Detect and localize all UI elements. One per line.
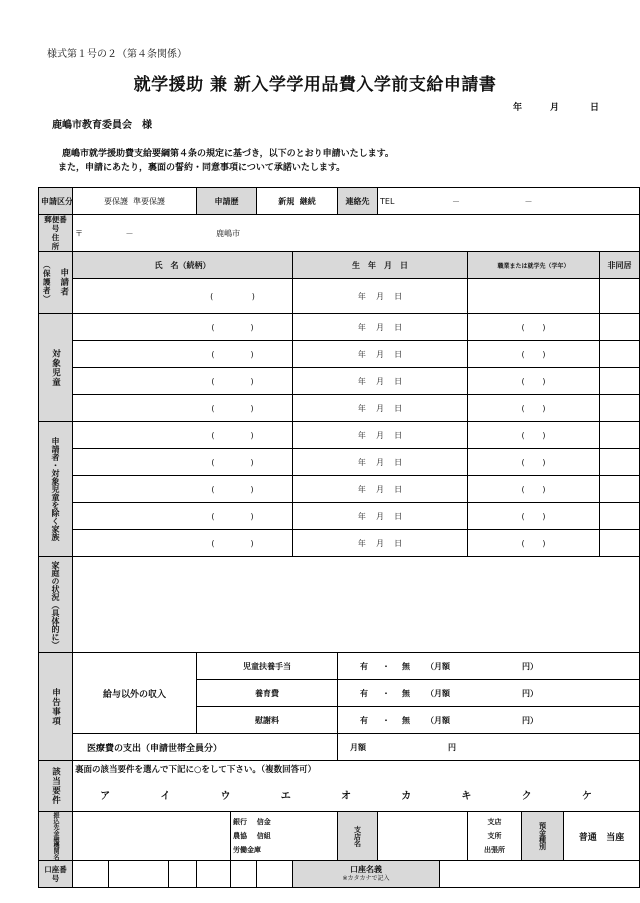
- family-row[interactable]: [39, 503, 640, 530]
- option-junyohogo[interactable]: 準要保護: [133, 196, 166, 206]
- separate-cell[interactable]: [600, 476, 640, 503]
- eligibility-field[interactable]: [73, 761, 640, 812]
- account-digit[interactable]: [109, 861, 169, 888]
- separate-cell[interactable]: [600, 279, 640, 314]
- name-cell[interactable]: ( ): [73, 503, 293, 530]
- date-day-label: 日: [590, 103, 600, 113]
- form-number: 様式第１号の２（第４条関係）: [47, 49, 187, 60]
- declaration-item-value[interactable]: 有 ・ 無 （月額 円）: [338, 680, 640, 707]
- occupation-cell[interactable]: ( ): [468, 503, 600, 530]
- occupation-cell[interactable]: ( ): [468, 314, 600, 341]
- separate-cell[interactable]: [600, 449, 640, 476]
- eligibility-side-label: 該当要件: [39, 761, 73, 812]
- family-row[interactable]: [39, 530, 640, 557]
- contact-tel-field[interactable]: [378, 188, 640, 215]
- eligibility-option-o[interactable]: オ: [340, 791, 351, 802]
- account-digit[interactable]: [197, 861, 231, 888]
- application-category-options[interactable]: [73, 188, 197, 215]
- dob-cell[interactable]: 年 月 日: [293, 279, 468, 314]
- separate-cell[interactable]: [600, 368, 640, 395]
- bank-side-label: 振込先金融機関名: [39, 812, 73, 861]
- family-row[interactable]: [39, 422, 640, 449]
- child-row[interactable]: [39, 341, 640, 368]
- eligibility-option-ki[interactable]: キ: [461, 791, 472, 802]
- household-side-label: 家庭の状況（具体的に）: [39, 557, 73, 653]
- eligibility-option-a[interactable]: ア: [100, 791, 111, 802]
- occupation-cell[interactable]: ( ): [468, 530, 600, 557]
- occupation-column-header: 職業または就学先（学年）: [468, 252, 600, 279]
- deposit-touza[interactable]: 当座: [606, 832, 625, 843]
- account-holder-field[interactable]: [440, 861, 640, 888]
- name-cell[interactable]: ( ): [73, 449, 293, 476]
- date-year-label: 年: [513, 103, 523, 113]
- eligibility-option-ku[interactable]: ク: [521, 791, 532, 802]
- application-history-options[interactable]: [257, 188, 338, 215]
- name-column-header: 氏 名（続柄）: [73, 252, 293, 279]
- tel-label: TEL: [380, 196, 395, 206]
- child-row[interactable]: [39, 314, 640, 341]
- dob-cell[interactable]: 年 月 日: [293, 476, 468, 503]
- city-name: 鹿嶋市: [216, 228, 241, 238]
- declaration-item-value[interactable]: 有 ・ 無 （月額 円）: [338, 707, 640, 734]
- application-form-table: [38, 187, 640, 888]
- name-cell[interactable]: ( ): [73, 395, 293, 422]
- eligibility-option-ka[interactable]: カ: [401, 791, 412, 802]
- bank-type-options[interactable]: 銀行 信金 農協 信組 労働金庫: [231, 812, 338, 861]
- dob-cell[interactable]: 年 月 日: [293, 395, 468, 422]
- medical-expense-value[interactable]: 月額 円: [338, 734, 640, 761]
- non-salary-income-label: 給与以外の収入: [73, 653, 197, 734]
- name-cell[interactable]: ( ): [73, 314, 293, 341]
- name-cell[interactable]: ( ): [73, 476, 293, 503]
- eligibility-option-u[interactable]: ウ: [220, 791, 231, 802]
- eligibility-option-i[interactable]: イ: [160, 791, 171, 802]
- dob-cell[interactable]: 年 月 日: [293, 449, 468, 476]
- occupation-cell[interactable]: ( ): [468, 395, 600, 422]
- declaration-item-value[interactable]: 有 ・ 無 （月額 円）: [338, 653, 640, 680]
- account-digit[interactable]: [169, 861, 197, 888]
- applicant-side-label: （保護者） 申請者: [39, 252, 73, 314]
- household-situation-field[interactable]: [73, 557, 640, 653]
- tel-dash-2: －: [524, 196, 533, 206]
- dob-cell[interactable]: 年 月 日: [293, 422, 468, 449]
- dob-cell[interactable]: 年 月 日: [293, 314, 468, 341]
- application-history-label: 申請歴: [197, 188, 257, 215]
- dob-cell[interactable]: 年 月 日: [293, 530, 468, 557]
- child-row[interactable]: [39, 395, 640, 422]
- option-new[interactable]: 新規: [278, 196, 295, 206]
- separate-cell[interactable]: [600, 530, 640, 557]
- account-digit[interactable]: [73, 861, 109, 888]
- occupation-cell[interactable]: ( ): [468, 476, 600, 503]
- account-digit[interactable]: [231, 861, 257, 888]
- branch-name-label: 支店名: [338, 812, 378, 861]
- children-side-label: 対象児童: [39, 314, 73, 422]
- intro-line-1: 鹿嶋市就学援助費支給要綱第４条の規定に基づき，以下のとおり申請いたします。: [62, 149, 394, 159]
- addressee: 鹿嶋市教育委員会 様: [52, 120, 152, 131]
- declaration-side-label: 申告事項: [39, 653, 73, 761]
- name-cell[interactable]: ( ): [73, 279, 293, 314]
- name-cell[interactable]: ( ): [73, 422, 293, 449]
- name-cell[interactable]: ( ): [73, 341, 293, 368]
- name-cell[interactable]: ( ): [73, 368, 293, 395]
- contact-label: 連絡先: [338, 188, 378, 215]
- eligibility-instruction: 裏面の該当要件を選んで下記に○をして下さい。（複数回答可）: [75, 765, 317, 775]
- branch-type-options[interactable]: 支店 支所 出張所: [468, 812, 522, 861]
- separate-column-header: 非同居: [600, 252, 640, 279]
- applicant-row[interactable]: [39, 279, 640, 314]
- deposit-futsuu[interactable]: 普通: [578, 832, 597, 843]
- occupation-cell[interactable]: ( ): [468, 449, 600, 476]
- occupation-cell[interactable]: ( ): [468, 422, 600, 449]
- name-cell[interactable]: ( ): [73, 530, 293, 557]
- separate-cell[interactable]: [600, 395, 640, 422]
- family-row[interactable]: [39, 449, 640, 476]
- family-row[interactable]: [39, 476, 640, 503]
- dob-cell[interactable]: 年 月 日: [293, 341, 468, 368]
- occupation-cell[interactable]: ( ): [468, 341, 600, 368]
- account-number-label: 口座番号: [39, 861, 73, 888]
- separate-cell[interactable]: [600, 341, 640, 368]
- postal-address-field[interactable]: [73, 215, 640, 252]
- account-holder-label: 口座名義 ※カタカナで記入: [293, 861, 440, 888]
- separate-cell[interactable]: [600, 422, 640, 449]
- occupation-cell[interactable]: ( ): [468, 368, 600, 395]
- declaration-item-label: 養育費: [197, 680, 338, 707]
- dob-cell[interactable]: 年 月 日: [293, 368, 468, 395]
- postal-address-label: 郵便番号 住 所: [39, 215, 73, 252]
- eligibility-option-e[interactable]: エ: [280, 791, 291, 802]
- postal-dash: －: [125, 228, 134, 238]
- date-month-label: 月: [550, 103, 560, 113]
- postal-mark: 〒: [75, 228, 83, 238]
- separate-cell[interactable]: [600, 314, 640, 341]
- child-row[interactable]: [39, 368, 640, 395]
- medical-expense-label: 医療費の支出（申請世帯全員分）: [73, 734, 338, 761]
- other-family-side-label: 申請者・対象児童を除く家族: [39, 422, 73, 557]
- declaration-item-label: 児童扶養手当: [197, 653, 338, 680]
- option-continuing[interactable]: 継続: [299, 196, 316, 206]
- occupation-cell[interactable]: [468, 279, 600, 314]
- deposit-type-options[interactable]: [564, 812, 640, 861]
- branch-name-field[interactable]: [378, 812, 468, 861]
- declaration-item-label: 慰謝料: [197, 707, 338, 734]
- document-title: 就学援助 兼 新入学学用品費入学前支給申請書: [133, 75, 497, 95]
- tel-dash-1: －: [451, 196, 460, 206]
- eligibility-option-ke[interactable]: ケ: [581, 791, 592, 802]
- dob-cell[interactable]: 年 月 日: [293, 503, 468, 530]
- account-digit[interactable]: [257, 861, 293, 888]
- intro-line-2: また，申請にあたり，裏面の誓約・同意事項について承諾いたします。: [58, 163, 346, 173]
- bank-name-field[interactable]: [73, 812, 231, 861]
- option-yohogo[interactable]: 要保護: [103, 196, 128, 206]
- dob-column-header: 生 年 月 日: [293, 252, 468, 279]
- application-category-label: 申請区分: [39, 188, 73, 215]
- separate-cell[interactable]: [600, 503, 640, 530]
- deposit-type-label: 預金種別: [522, 812, 564, 861]
